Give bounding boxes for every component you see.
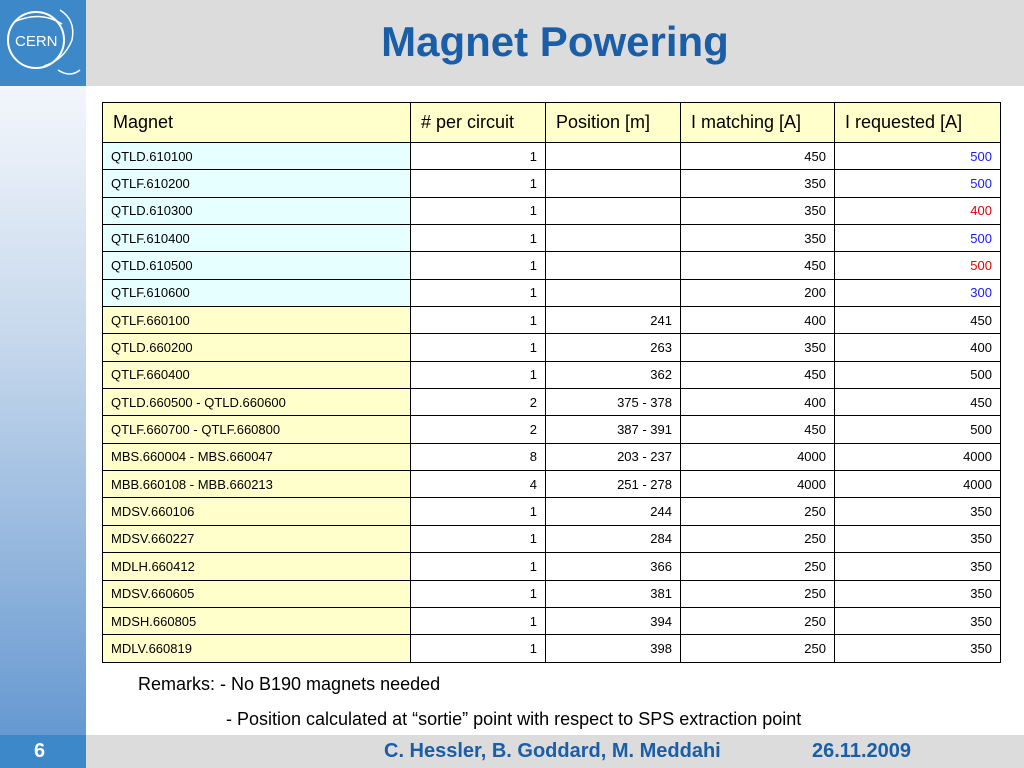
cell-magnet: MDLH.660412 xyxy=(103,553,411,580)
magnet-table xyxy=(102,102,1001,663)
table-row xyxy=(103,170,1001,197)
cell-i-requested: 300 xyxy=(835,279,1001,306)
cell-position: 241 xyxy=(546,307,681,334)
cell-position xyxy=(546,225,681,252)
cell-position: 362 xyxy=(546,361,681,388)
table-row xyxy=(103,225,1001,252)
table-row xyxy=(103,389,1001,416)
cell-per-circuit: 1 xyxy=(411,498,546,525)
cell-i-matching: 350 xyxy=(681,334,835,361)
table-row xyxy=(103,334,1001,361)
table-row xyxy=(103,471,1001,498)
cell-position: 244 xyxy=(546,498,681,525)
cell-i-requested: 500 xyxy=(835,143,1001,170)
cell-magnet: QTLD.660500 - QTLD.660600 xyxy=(103,389,411,416)
header-magnet: Magnet xyxy=(103,103,411,143)
cell-i-requested: 400 xyxy=(835,334,1001,361)
cell-i-requested: 500 xyxy=(835,252,1001,279)
table-row xyxy=(103,279,1001,306)
cell-per-circuit: 1 xyxy=(411,580,546,607)
cell-magnet: QTLF.610200 xyxy=(103,170,411,197)
table-row xyxy=(103,307,1001,334)
header-i-requested: I requested [A] xyxy=(835,103,1001,143)
cell-per-circuit: 1 xyxy=(411,361,546,388)
table-row xyxy=(103,197,1001,224)
cell-i-requested: 350 xyxy=(835,607,1001,634)
cell-per-circuit: 2 xyxy=(411,389,546,416)
cell-i-requested: 350 xyxy=(835,580,1001,607)
cell-i-requested: 350 xyxy=(835,498,1001,525)
table-row xyxy=(103,361,1001,388)
cell-magnet: MDLV.660819 xyxy=(103,635,411,662)
cell-position: 284 xyxy=(546,525,681,552)
table-row xyxy=(103,525,1001,552)
table-row xyxy=(103,635,1001,662)
footer-authors: C. Hessler, B. Goddard, M. Meddahi xyxy=(384,740,721,762)
cell-magnet: QTLD.660200 xyxy=(103,334,411,361)
cell-magnet: QTLF.610600 xyxy=(103,279,411,306)
cell-per-circuit: 8 xyxy=(411,443,546,470)
cell-per-circuit: 4 xyxy=(411,471,546,498)
slide-title: Magnet Powering xyxy=(381,18,729,65)
cell-i-matching: 350 xyxy=(681,225,835,252)
cell-per-circuit: 1 xyxy=(411,635,546,662)
cell-position xyxy=(546,197,681,224)
cell-i-matching: 250 xyxy=(681,525,835,552)
cell-position xyxy=(546,279,681,306)
cell-magnet: QTLD.610300 xyxy=(103,197,411,224)
cell-per-circuit: 1 xyxy=(411,143,546,170)
cern-logo-icon xyxy=(0,0,86,86)
cell-magnet: MDSV.660605 xyxy=(103,580,411,607)
cell-i-requested: 4000 xyxy=(835,471,1001,498)
cell-i-matching: 250 xyxy=(681,580,835,607)
cell-per-circuit: 1 xyxy=(411,525,546,552)
cell-position xyxy=(546,143,681,170)
cell-i-requested: 500 xyxy=(835,170,1001,197)
cell-magnet: MDSH.660805 xyxy=(103,607,411,634)
cell-magnet: MBS.660004 - MBS.660047 xyxy=(103,443,411,470)
cell-position: 203 - 237 xyxy=(546,443,681,470)
cell-i-matching: 400 xyxy=(681,389,835,416)
cell-position: 366 xyxy=(546,553,681,580)
cell-per-circuit: 1 xyxy=(411,225,546,252)
header-position: Position [m] xyxy=(546,103,681,143)
cell-magnet: MBB.660108 - MBB.660213 xyxy=(103,471,411,498)
cell-per-circuit: 1 xyxy=(411,170,546,197)
cell-magnet: QTLD.610100 xyxy=(103,143,411,170)
cell-magnet: QTLD.610500 xyxy=(103,252,411,279)
cell-i-matching: 250 xyxy=(681,553,835,580)
sidebar-gradient xyxy=(0,0,86,768)
cell-i-requested: 500 xyxy=(835,361,1001,388)
footer-date: 26.11.2009 xyxy=(812,740,911,762)
table-row xyxy=(103,143,1001,170)
cell-per-circuit: 1 xyxy=(411,553,546,580)
cell-per-circuit: 1 xyxy=(411,197,546,224)
cell-magnet: QTLF.660700 - QTLF.660800 xyxy=(103,416,411,443)
cell-magnet: MDSV.660227 xyxy=(103,525,411,552)
table-row xyxy=(103,580,1001,607)
magnet-table-container xyxy=(102,102,1001,663)
cell-i-matching: 350 xyxy=(681,197,835,224)
cell-per-circuit: 1 xyxy=(411,307,546,334)
cell-magnet: QTLF.660100 xyxy=(103,307,411,334)
table-row xyxy=(103,416,1001,443)
cell-i-requested: 500 xyxy=(835,225,1001,252)
cell-i-matching: 4000 xyxy=(681,471,835,498)
cell-position: 375 - 378 xyxy=(546,389,681,416)
cell-i-matching: 4000 xyxy=(681,443,835,470)
cell-i-matching: 350 xyxy=(681,170,835,197)
cell-per-circuit: 1 xyxy=(411,279,546,306)
table-row xyxy=(103,607,1001,634)
cell-i-requested: 450 xyxy=(835,307,1001,334)
cell-per-circuit: 1 xyxy=(411,252,546,279)
cell-i-matching: 250 xyxy=(681,635,835,662)
cell-magnet: MDSV.660106 xyxy=(103,498,411,525)
cell-position xyxy=(546,170,681,197)
table-body xyxy=(103,143,1001,663)
cell-position: 387 - 391 xyxy=(546,416,681,443)
header-i-matching: I matching [A] xyxy=(681,103,835,143)
cell-i-requested: 350 xyxy=(835,525,1001,552)
table-header-row xyxy=(103,103,1001,143)
cell-i-requested: 500 xyxy=(835,416,1001,443)
cell-position: 381 xyxy=(546,580,681,607)
cell-i-matching: 450 xyxy=(681,416,835,443)
cell-magnet: QTLF.660400 xyxy=(103,361,411,388)
table-row xyxy=(103,553,1001,580)
cell-i-matching: 250 xyxy=(681,607,835,634)
cell-i-matching: 450 xyxy=(681,252,835,279)
cell-i-matching: 200 xyxy=(681,279,835,306)
remarks-line-2: - Position calculated at “sortie” point with respect to SPS extraction point xyxy=(226,709,802,729)
header-per-circuit: # per circuit xyxy=(411,103,546,143)
cern-logo xyxy=(0,0,86,86)
cell-per-circuit: 1 xyxy=(411,334,546,361)
cell-i-requested: 400 xyxy=(835,197,1001,224)
cell-i-requested: 350 xyxy=(835,635,1001,662)
cell-i-matching: 400 xyxy=(681,307,835,334)
cell-position: 263 xyxy=(546,334,681,361)
cell-i-requested: 4000 xyxy=(835,443,1001,470)
cell-i-matching: 450 xyxy=(681,143,835,170)
page-number: 6 xyxy=(34,740,46,762)
cell-i-requested: 350 xyxy=(835,553,1001,580)
svg-text:CERN: CERN xyxy=(15,33,58,50)
cell-per-circuit: 2 xyxy=(411,416,546,443)
table-row xyxy=(103,443,1001,470)
cell-i-requested: 450 xyxy=(835,389,1001,416)
cell-per-circuit: 1 xyxy=(411,607,546,634)
cell-i-matching: 250 xyxy=(681,498,835,525)
table-row xyxy=(103,252,1001,279)
remarks-line-1: Remarks: - No B190 magnets needed xyxy=(138,674,441,694)
cell-magnet: QTLF.610400 xyxy=(103,225,411,252)
cell-position: 398 xyxy=(546,635,681,662)
cell-position: 394 xyxy=(546,607,681,634)
table-row xyxy=(103,498,1001,525)
cell-i-matching: 450 xyxy=(681,361,835,388)
cell-position: 251 - 278 xyxy=(546,471,681,498)
cell-position xyxy=(546,252,681,279)
